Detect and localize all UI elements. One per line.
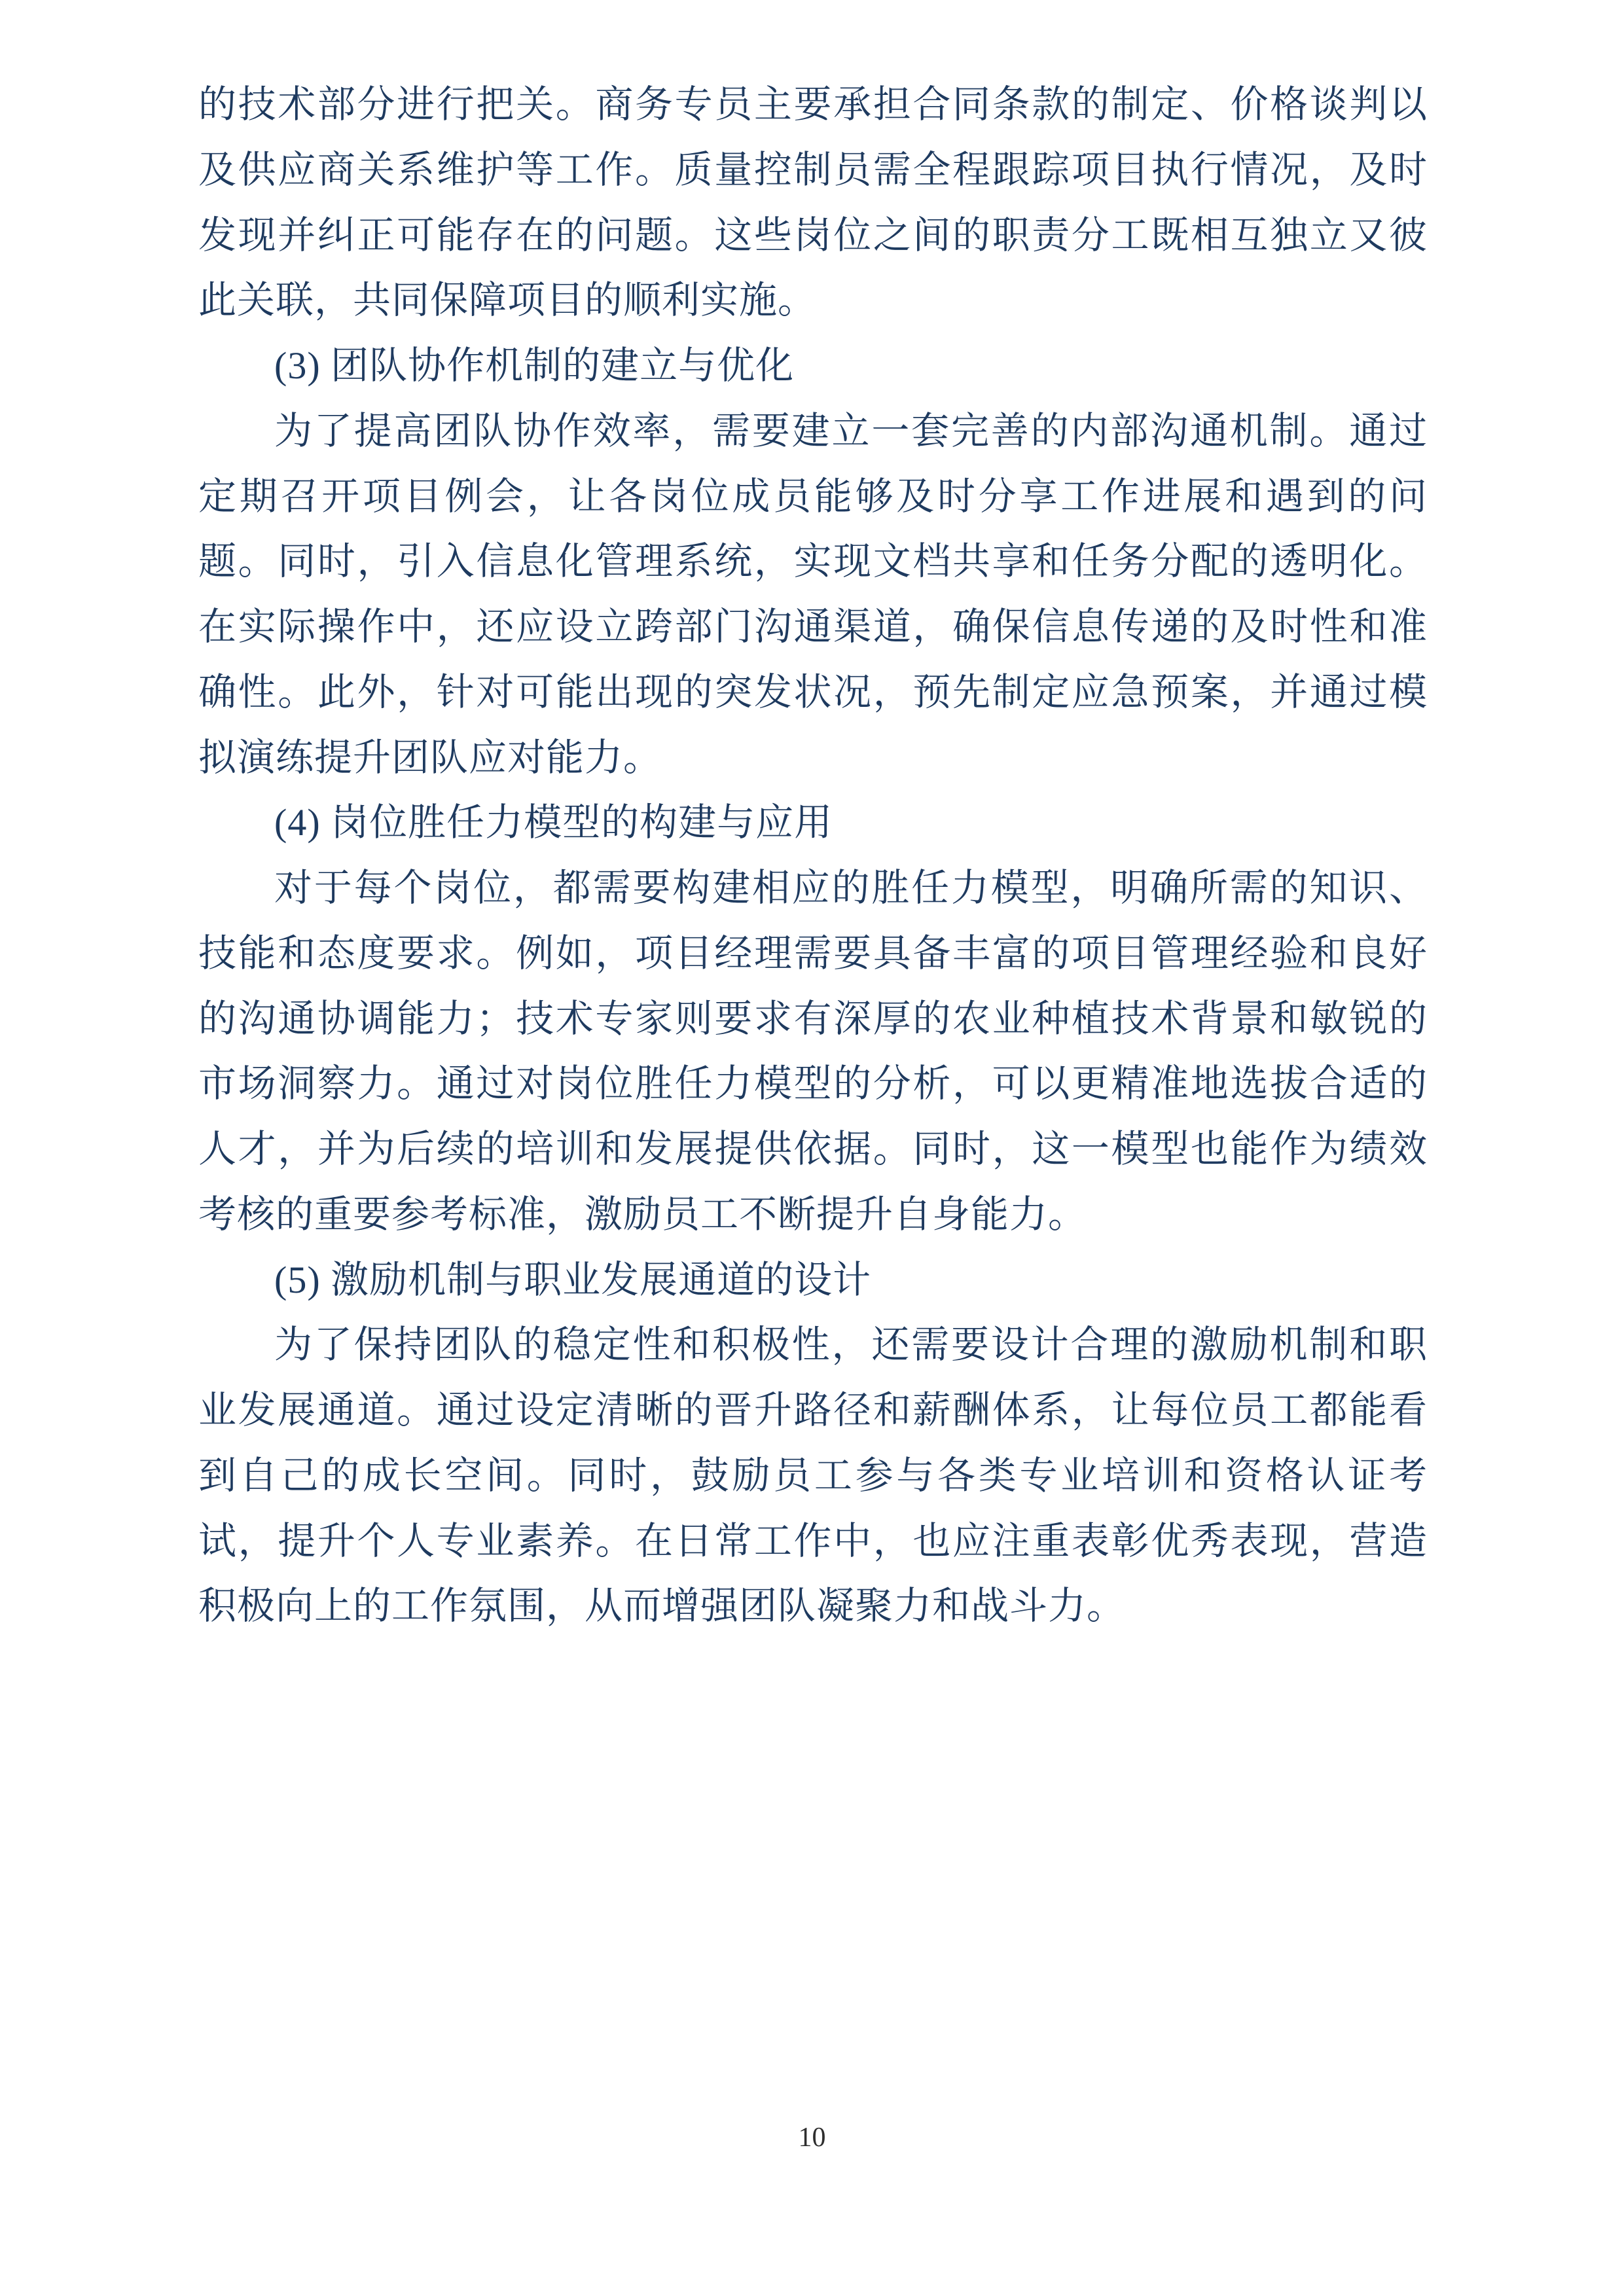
document-body [198,72,1428,1639]
page-number: 10 [798,2123,826,2153]
body-paragraph: 为了保持团队的稳定性和积极性，还需要设计合理的激励机制和职业发展通道。通过设定清晰的晋升路径和薪酬体系，让每位员工都能看到自己的成长空间。同时，鼓励员工参与各类专业培训和资格认证考试，提升个人专业素养。在日常工作中，也应注重表彰优秀表现，营造积极向上的工作氛围，从而增强团队凝聚力和战斗力。 [198,1323,1428,1628]
section-heading-3: (3) 团队协作机制的建立与优化 [274,344,795,387]
body-paragraph: 为了提高团队协作效率，需要建立一套完善的内部沟通机制。通过定期召开项目例会，让各岗位成员能够及时分享工作进展和遇到的问题。同时，引入信息化管理系统，实现文档共享和任务分配的透明化。在实际操作中，还应设立跨部门沟通渠道，确保信息传递的及时性和准确性。此外，针对可能出现的突发状况，预先制定应急预案，并通过模拟演练提升团队应对能力。 [198,409,1428,779]
section-heading-4: (4) 岗位胜任力模型的构建与应用 [274,801,833,844]
body-paragraph: 对于每个岗位，都需要构建相应的胜任力模型，明确所需的知识、技能和态度要求。例如，项目经理需要具备丰富的项目管理经验和良好的沟通协调能力；技术专家则要求有深厚的农业种植技术背景和敏锐的市场洞察力。通过对岗位胜任力模型的分析，可以更精准地选拔合适的人才，并为后续的培训和发展提供依据。同时，这一模型也能作为绩效考核的重要参考标准，激励员工不断提升自身能力。 [198,867,1428,1236]
section-heading-5: (5) 激励机制与职业发展通道的设计 [274,1258,872,1301]
body-paragraph: 的技术部分进行把关。商务专员主要承担合同条款的制定、价格谈判以及供应商关系维护等工作。质量控制员需全程跟踪项目执行情况，及时发现并纠正可能存在的问题。这些岗位之间的职责分工既相互独立又彼此关联，共同保障项目的顺利实施。 [198,83,1428,322]
